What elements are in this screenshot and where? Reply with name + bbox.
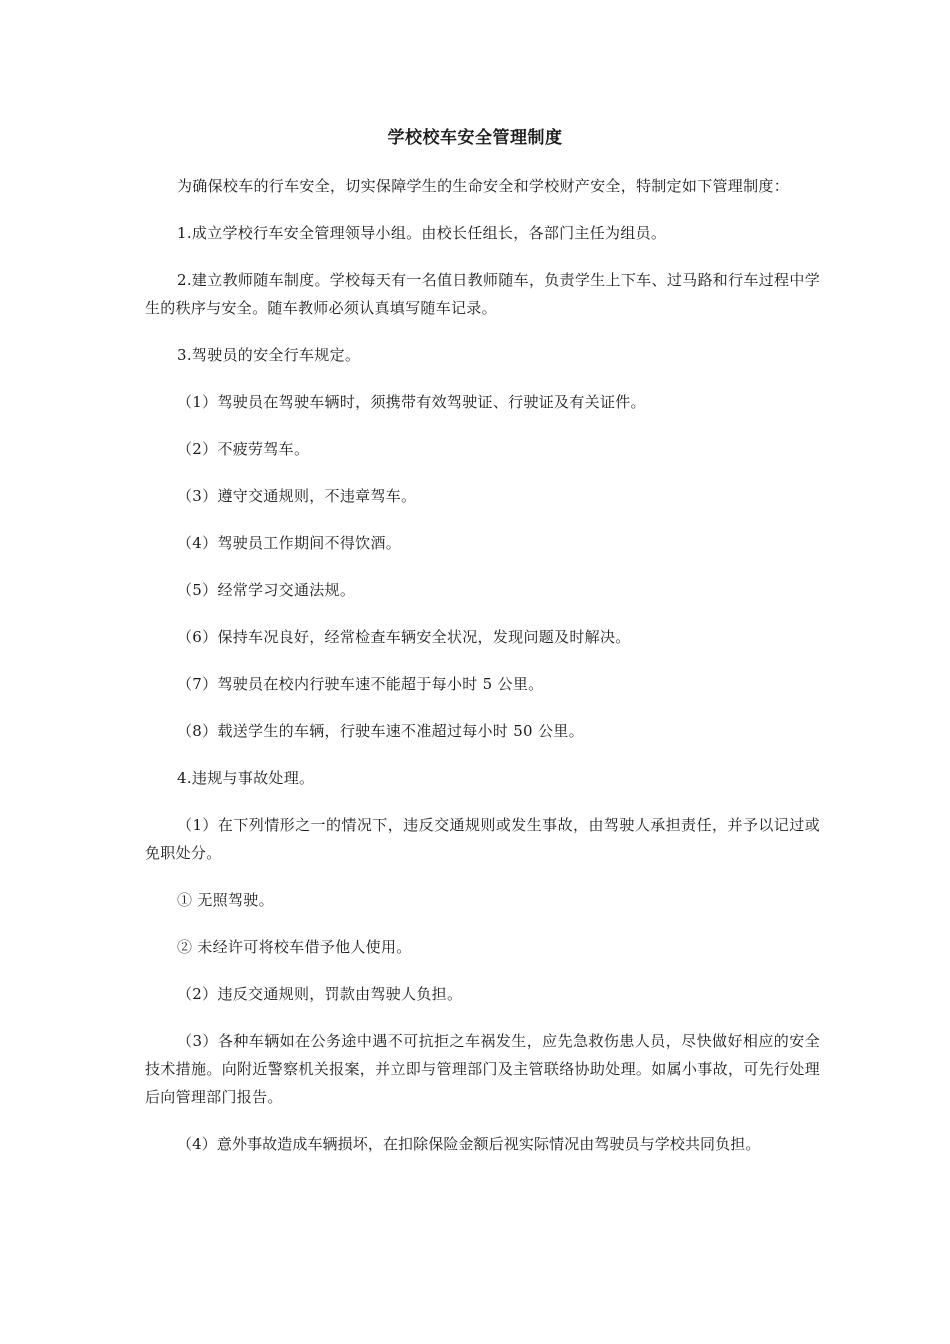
rule-4-item-1: （1）在下列情形之一的情况下，违反交通规则或发生事故，由驾驶人承担责任，并予以记过或免职处分。 xyxy=(145,816,820,862)
document-title: 学校校车安全管理制度 xyxy=(387,128,563,148)
rule-3-item-5: （5）经常学习交通法规。 xyxy=(177,581,356,599)
rule-3-item-1: （1）驾驶员在驾驶车辆时，须携带有效驾驶证、行驶证及有关证件。 xyxy=(177,393,646,411)
rule-4-heading: 4.违规与事故处理。 xyxy=(177,769,315,787)
rule-3-item-2: （2）不疲劳驾车。 xyxy=(177,440,310,458)
rule-4-item-1-sub-1: ① 无照驾驶。 xyxy=(177,891,274,909)
rule-3-heading: 3.驾驶员的安全行车规定。 xyxy=(177,346,361,364)
rule-4-item-1-sub-2: ② 未经许可将校车借予他人使用。 xyxy=(177,938,412,956)
rule-1: 1.成立学校行车安全管理领导小组。由校长任组长，各部门主任为组员。 xyxy=(177,224,667,242)
rule-4-item-3: （3）各种车辆如在公务途中遇不可抗拒之车祸发生，应先急救伤患人员，尽快做好相应的安全技术措施。向附近警察机关报案，并立即与管理部门及主管联络协助处理。如属小事故，可先行处理后向管理部门报告。 xyxy=(145,1032,820,1106)
rule-2: 2.建立教师随车制度。学校每天有一名值日教师随车，负责学生上下车、过马路和行车过程中学生的秩序与安全。随车教师必须认真填写随车记录。 xyxy=(145,271,820,317)
intro-paragraph: 为确保校车的行车安全，切实保障学生的生命安全和学校财产安全，特制定如下管理制度： xyxy=(177,177,790,195)
rule-4-item-2: （2）违反交通规则，罚款由驾驶人负担。 xyxy=(177,985,463,1003)
rule-3-item-8: （8）载送学生的车辆，行驶车速不准超过每小时 50 公里。 xyxy=(177,722,584,740)
rule-3-item-7: （7）驾驶员在校内行驶车速不能超于每小时 5 公里。 xyxy=(177,675,544,693)
rule-3-item-3: （3）遵守交通规则，不违章驾车。 xyxy=(177,487,417,505)
rule-4-item-4: （4）意外事故造成车辆损坏，在扣除保险金额后视实际情况由驾驶员与学校共同负担。 xyxy=(177,1135,761,1153)
document-body xyxy=(145,172,820,1158)
rule-3-item-4: （4）驾驶员工作期间不得饮酒。 xyxy=(177,534,402,552)
rule-3-item-6: （6）保持车况良好，经常检查车辆安全状况，发现问题及时解决。 xyxy=(177,628,631,646)
